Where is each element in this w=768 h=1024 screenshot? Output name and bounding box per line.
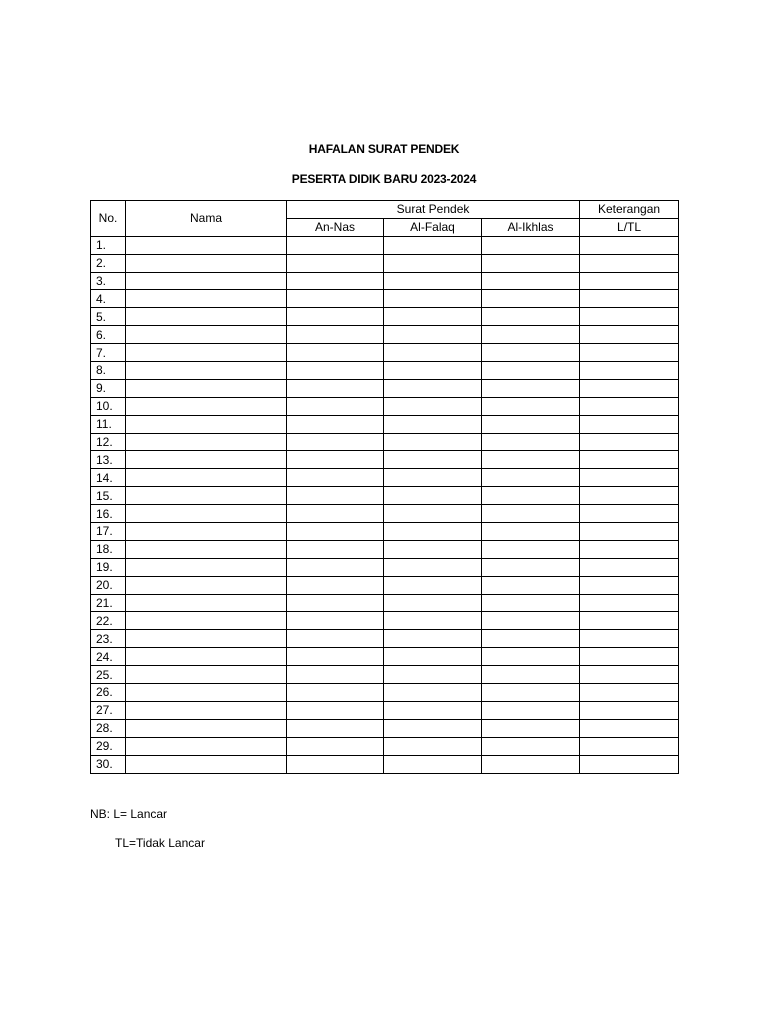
al-falaq-cell [384,290,482,308]
an-nas-cell [287,397,384,415]
header-keterangan: Keterangan [580,201,679,219]
table-row [91,755,679,773]
table-row [91,737,679,755]
name-cell [126,254,287,272]
an-nas-cell [287,648,384,666]
al-ikhlas-cell [482,308,580,326]
table-row [91,433,679,451]
row-number: 23. [91,630,126,648]
row-number: 5. [91,308,126,326]
row-number: 28. [91,719,126,737]
an-nas-cell [287,415,384,433]
keterangan-cell [580,254,679,272]
al-ikhlas-cell [482,236,580,254]
row-number: 10. [91,397,126,415]
an-nas-cell [287,344,384,362]
al-falaq-cell [384,755,482,773]
an-nas-cell [287,254,384,272]
keterangan-cell [580,612,679,630]
name-cell [126,379,287,397]
name-cell [126,523,287,541]
name-cell [126,666,287,684]
row-number: 12. [91,433,126,451]
name-cell [126,236,287,254]
an-nas-cell [287,523,384,541]
al-falaq-cell [384,701,482,719]
row-number: 1. [91,236,126,254]
name-cell [126,737,287,755]
an-nas-cell [287,290,384,308]
al-falaq-cell [384,505,482,523]
table-row [91,612,679,630]
an-nas-cell [287,612,384,630]
al-ikhlas-cell [482,719,580,737]
al-falaq-cell [384,719,482,737]
note-tidak-lancar: TL=Tidak Lancar [115,836,205,850]
al-ikhlas-cell [482,755,580,773]
row-number: 4. [91,290,126,308]
al-falaq-cell [384,326,482,344]
al-falaq-cell [384,379,482,397]
al-ikhlas-cell [482,523,580,541]
al-falaq-cell [384,469,482,487]
row-number: 19. [91,558,126,576]
row-number: 14. [91,469,126,487]
row-number: 3. [91,272,126,290]
keterangan-cell [580,540,679,558]
table-row [91,523,679,541]
an-nas-cell [287,379,384,397]
row-number: 21. [91,594,126,612]
name-cell [126,415,287,433]
table-row [91,344,679,362]
keterangan-cell [580,397,679,415]
name-cell [126,451,287,469]
keterangan-cell [580,290,679,308]
an-nas-cell [287,272,384,290]
document-subtitle: PESERTA DIDIK BARU 2023-2024 [291,172,477,186]
an-nas-cell [287,684,384,702]
header-name: Nama [126,201,287,237]
an-nas-cell [287,701,384,719]
table-row [91,308,679,326]
name-cell [126,326,287,344]
al-ikhlas-cell [482,684,580,702]
al-falaq-cell [384,397,482,415]
keterangan-cell [580,755,679,773]
row-number: 2. [91,254,126,272]
al-ikhlas-cell [482,737,580,755]
name-cell [126,272,287,290]
al-ikhlas-cell [482,540,580,558]
name-cell [126,684,287,702]
row-number: 22. [91,612,126,630]
row-number: 17. [91,523,126,541]
al-falaq-cell [384,433,482,451]
an-nas-cell [287,487,384,505]
an-nas-cell [287,755,384,773]
table-row [91,326,679,344]
name-cell [126,487,287,505]
keterangan-cell [580,594,679,612]
al-falaq-cell [384,487,482,505]
keterangan-cell [580,326,679,344]
table-row [91,397,679,415]
name-cell [126,362,287,380]
keterangan-cell [580,701,679,719]
row-number: 11. [91,415,126,433]
table-row [91,684,679,702]
row-number: 6. [91,326,126,344]
header-al-ikhlas: Al-Ikhlas [482,218,580,236]
keterangan-cell [580,666,679,684]
al-ikhlas-cell [482,362,580,380]
al-falaq-cell [384,523,482,541]
keterangan-cell [580,684,679,702]
al-falaq-cell [384,362,482,380]
al-ikhlas-cell [482,433,580,451]
table-row [91,666,679,684]
row-number: 7. [91,344,126,362]
al-falaq-cell [384,344,482,362]
al-falaq-cell [384,254,482,272]
name-cell [126,648,287,666]
al-ikhlas-cell [482,254,580,272]
row-number: 25. [91,666,126,684]
al-falaq-cell [384,308,482,326]
name-cell [126,469,287,487]
row-number: 29. [91,737,126,755]
an-nas-cell [287,236,384,254]
al-falaq-cell [384,540,482,558]
al-falaq-cell [384,648,482,666]
keterangan-cell [580,737,679,755]
al-ikhlas-cell [482,290,580,308]
keterangan-cell [580,487,679,505]
al-ikhlas-cell [482,701,580,719]
table-row [91,648,679,666]
keterangan-cell [580,236,679,254]
keterangan-cell [580,576,679,594]
al-falaq-cell [384,594,482,612]
al-falaq-cell [384,576,482,594]
an-nas-cell [287,308,384,326]
keterangan-cell [580,272,679,290]
table-row [91,362,679,380]
al-falaq-cell [384,415,482,433]
name-cell [126,576,287,594]
keterangan-cell [580,523,679,541]
table-row [91,540,679,558]
name-cell [126,433,287,451]
header-no: No. [91,201,126,237]
al-ikhlas-cell [482,594,580,612]
al-ikhlas-cell [482,576,580,594]
table-row [91,558,679,576]
al-ikhlas-cell [482,630,580,648]
table-row [91,719,679,737]
name-cell [126,755,287,773]
keterangan-cell [580,719,679,737]
row-number: 20. [91,576,126,594]
table-row [91,451,679,469]
al-ikhlas-cell [482,344,580,362]
al-falaq-cell [384,737,482,755]
row-number: 8. [91,362,126,380]
table-row [91,379,679,397]
row-number: 24. [91,648,126,666]
keterangan-cell [580,344,679,362]
table-row [91,576,679,594]
name-cell [126,558,287,576]
al-ikhlas-cell [482,469,580,487]
name-cell [126,344,287,362]
al-falaq-cell [384,666,482,684]
al-falaq-cell [384,612,482,630]
al-falaq-cell [384,630,482,648]
table-body [91,236,679,773]
al-falaq-cell [384,451,482,469]
name-cell [126,719,287,737]
al-ikhlas-cell [482,558,580,576]
an-nas-cell [287,505,384,523]
table-row [91,290,679,308]
al-ikhlas-cell [482,612,580,630]
al-ikhlas-cell [482,451,580,469]
an-nas-cell [287,451,384,469]
attendance-table [90,200,679,774]
an-nas-cell [287,737,384,755]
name-cell [126,612,287,630]
al-falaq-cell [384,272,482,290]
table-row [91,505,679,523]
al-ikhlas-cell [482,487,580,505]
keterangan-cell [580,505,679,523]
name-cell [126,397,287,415]
table-row [91,630,679,648]
al-ikhlas-cell [482,505,580,523]
keterangan-cell [580,648,679,666]
al-ikhlas-cell [482,397,580,415]
al-ikhlas-cell [482,666,580,684]
table-row [91,487,679,505]
al-ikhlas-cell [482,272,580,290]
table-row [91,415,679,433]
name-cell [126,594,287,612]
table-row [91,254,679,272]
row-number: 9. [91,379,126,397]
table-row [91,236,679,254]
header-lt-tl: L/TL [580,218,679,236]
keterangan-cell [580,469,679,487]
keterangan-cell [580,558,679,576]
row-number: 16. [91,505,126,523]
keterangan-cell [580,451,679,469]
note-lancar: NB: L= Lancar [90,807,168,821]
table-row [91,272,679,290]
an-nas-cell [287,558,384,576]
name-cell [126,630,287,648]
al-falaq-cell [384,558,482,576]
table-row [91,701,679,719]
keterangan-cell [580,379,679,397]
an-nas-cell [287,433,384,451]
document-title: HAFALAN SURAT PENDEK [308,142,460,156]
an-nas-cell [287,594,384,612]
row-number: 26. [91,684,126,702]
header-an-nas: An-Nas [287,218,384,236]
al-falaq-cell [384,684,482,702]
keterangan-cell [580,362,679,380]
an-nas-cell [287,576,384,594]
name-cell [126,308,287,326]
name-cell [126,290,287,308]
an-nas-cell [287,630,384,648]
an-nas-cell [287,719,384,737]
an-nas-cell [287,540,384,558]
row-number: 27. [91,701,126,719]
an-nas-cell [287,326,384,344]
an-nas-cell [287,469,384,487]
al-ikhlas-cell [482,648,580,666]
al-ikhlas-cell [482,326,580,344]
row-number: 30. [91,755,126,773]
al-ikhlas-cell [482,415,580,433]
header-al-falaq: Al-Falaq [384,218,482,236]
an-nas-cell [287,666,384,684]
name-cell [126,540,287,558]
row-number: 15. [91,487,126,505]
al-ikhlas-cell [482,379,580,397]
table-row [91,469,679,487]
keterangan-cell [580,415,679,433]
keterangan-cell [580,308,679,326]
an-nas-cell [287,362,384,380]
row-number: 13. [91,451,126,469]
keterangan-cell [580,433,679,451]
name-cell [126,505,287,523]
row-number: 18. [91,540,126,558]
name-cell [126,701,287,719]
header-surat-pendek: Surat Pendek [287,201,580,219]
al-falaq-cell [384,236,482,254]
keterangan-cell [580,630,679,648]
table-row [91,594,679,612]
